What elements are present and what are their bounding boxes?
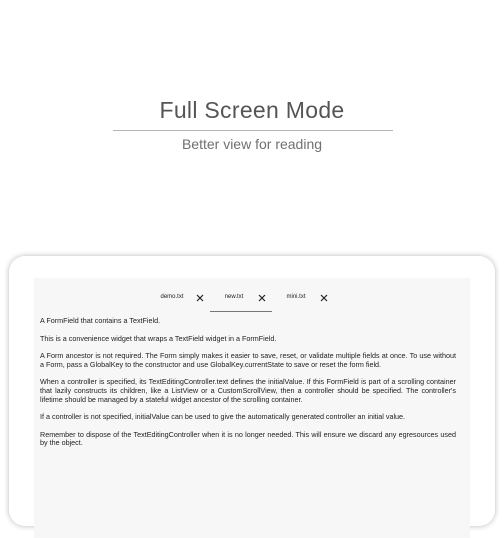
- tab-bar: [34, 286, 470, 314]
- paragraph: Remember to dispose of the TextEditingController when it is no longer needed. This will ensure we discard any egresources used by the object.: [40, 429, 456, 448]
- close-icon[interactable]: [256, 292, 268, 304]
- tab-label: new.txt: [224, 294, 244, 300]
- active-tab-indicator: [210, 311, 272, 312]
- paragraph: A FormField that contains a TextField.: [40, 316, 161, 325]
- paragraph: A Form ancestor is not required. The Form simply makes it easier to save, reset, or validate multiple fields at once. To use without a Form, pass a GlobalKey to the constructor and use GlobalKey.currentState to save or reset the form field.: [40, 351, 456, 369]
- paragraph: If a controller is not specified, initialValue can be used to give the automatically generated controller an initial value.: [40, 412, 406, 422]
- editor-screen: [34, 278, 470, 538]
- tab-demo-txt[interactable]: [152, 286, 210, 312]
- paragraph: When a controller is specified, its TextEditingController.text defines the initialValue. If this FormField is part of a scrolling container that lazily constructs its children, like a ListView or a CustomScrollView, then a controller should be specified. The controller's lifetime should be managed by a stateful widget ancestor of the scrolling container.: [40, 377, 456, 404]
- device-frame: [9, 256, 495, 526]
- close-icon[interactable]: [194, 292, 206, 304]
- tab-new-txt[interactable]: [214, 286, 272, 312]
- title-divider: [113, 130, 393, 131]
- close-icon[interactable]: [318, 292, 330, 304]
- tab-mini-txt[interactable]: [276, 286, 334, 312]
- promo-header: [0, 0, 504, 240]
- document-text-area[interactable]: [40, 317, 456, 457]
- tab-label: demo.txt: [160, 294, 184, 300]
- page-title: Full Screen Mode: [159, 97, 345, 123]
- tab-label: mini.txt: [286, 294, 306, 300]
- page-subtitle: Better view for reading: [181, 136, 323, 152]
- paragraph: This is a convenience widget that wraps a TextField widget in a FormField.: [40, 333, 277, 343]
